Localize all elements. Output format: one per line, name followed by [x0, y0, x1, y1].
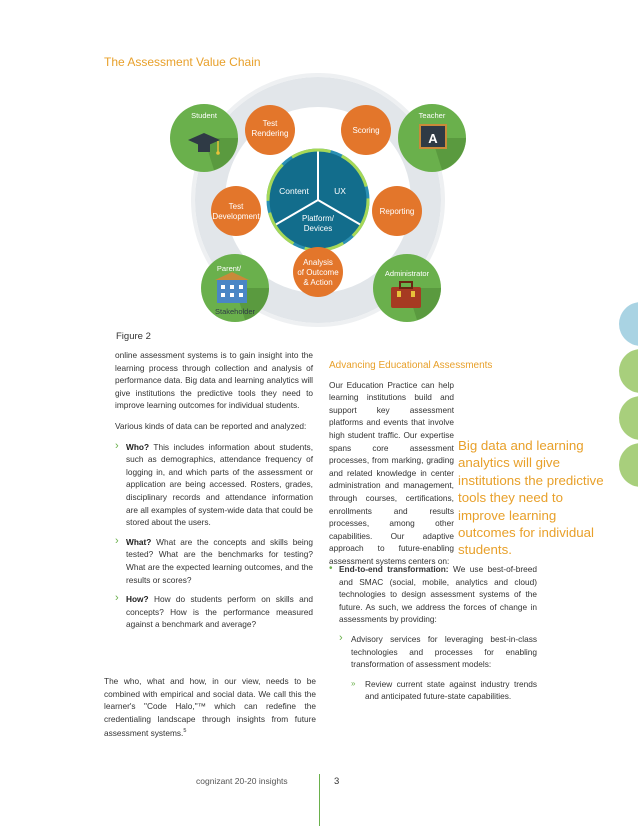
chevron-right-icon: ›: [115, 592, 119, 605]
figure-caption: Figure 2: [116, 331, 151, 342]
core-platform-label-2: Devices: [303, 224, 333, 233]
side-circle-green-3: [619, 443, 638, 487]
bullet-dot-icon: •: [329, 563, 333, 574]
various-paragraph: Various kinds of data can be reported and analyzed:: [115, 420, 307, 431]
sub-sub-bullet-review: [329, 678, 537, 703]
left-column: [115, 349, 313, 638]
double-chevron-icon: »: [351, 678, 356, 688]
bullet-who-text: This includes information about students, such as demographics, attendance frequency of logging in, and which parts of the assessment or application are being accessed. Rosters, grades, disciplinary records and attendance information are all examples of system-wide data that could be stored about the users.: [126, 441, 313, 528]
intro-paragraph: online assessment systems is to gain insight into the learning process through collection and analysis of performance data. Big data and learning analytics will give institutions the predictive tools they need to improve learning outcomes for individual students.: [115, 350, 313, 411]
bullet-who: [115, 441, 313, 529]
test-development-label-1: Test: [228, 202, 244, 211]
stakeholder-label: Stakeholder: [214, 307, 256, 316]
analysis-label-1: Analysis: [303, 258, 333, 267]
sub-bullet-advisory-text: Advisory services for leveraging best-in-class technologies and processes for enabling transformation of assessment models:: [351, 633, 537, 670]
teacher-label: Teacher: [418, 111, 446, 120]
core-circle: [268, 150, 368, 250]
bullet-end-to-end-text: We use best-of-breed and SMAC (social, mobile, analytics and cloud) technologies to design assessment systems of the future. As such, we address the forces of change in assessments by providing:: [339, 564, 538, 625]
analysis-label-2: of Outcome: [297, 268, 339, 277]
sub-sub-bullet-review-text: Review current state against industry trends and anticipated future-state capabilities.: [365, 678, 537, 702]
chevron-right-icon: ›: [115, 534, 119, 547]
core-content-label: Content: [279, 186, 309, 196]
actor-administrator: [373, 254, 441, 322]
step-analysis: [293, 247, 343, 297]
right-lower-column: [329, 563, 537, 703]
parent-label: Parent/: [216, 264, 242, 273]
side-circle-green-2: [619, 396, 638, 440]
section-heading: Advancing Educational Assessments: [329, 360, 493, 371]
core-ux-label: UX: [334, 186, 346, 196]
sub-bullet-advisory: [329, 633, 537, 671]
chevron-right-icon: ›: [339, 631, 343, 644]
bullet-how-question: How?: [126, 594, 149, 605]
test-rendering-label-1: Test: [262, 119, 278, 128]
chevron-right-icon: ›: [115, 439, 119, 452]
page-title: The Assessment Value Chain: [104, 55, 261, 69]
assessment-value-chain-diagram: [0, 0, 638, 340]
closing-text: The who, what and how, in our view, needs to be combined with empirical and social data. We call this the learner's "Code Halo,"™ which can redefine the credentialing landscape through insights from future assessment systems.: [104, 676, 316, 739]
step-test-development: [211, 186, 261, 236]
core-platform-label-1: Platform/: [301, 214, 335, 223]
administrator-label: Administrator: [384, 269, 430, 278]
footnote-mark: 5: [183, 728, 187, 735]
bullet-what-text: What are the concepts and skills being tested? What are the benchmarks for testing? What are the expected learning outcomes, and the results or scores?: [126, 536, 313, 585]
chalkboard-letter: A: [428, 131, 438, 146]
test-rendering-label-2: Rendering: [251, 129, 289, 138]
bullet-what: [115, 536, 313, 586]
page-number: 3: [334, 776, 340, 787]
footer-divider: [319, 774, 320, 826]
reporting-label: Reporting: [379, 207, 415, 216]
footer-text: cognizant 20-20 insights: [196, 776, 288, 786]
side-circle-green-1: [619, 349, 638, 393]
bullet-how: [115, 593, 313, 631]
step-reporting: [372, 186, 422, 236]
bullet-what-question: What?: [126, 536, 152, 547]
scoring-label: Scoring: [352, 126, 380, 135]
chalkboard-icon: [419, 124, 447, 149]
actor-student: [170, 104, 238, 172]
step-scoring: [341, 105, 391, 155]
bullet-end-to-end: [329, 563, 537, 626]
step-test-rendering: [245, 105, 295, 155]
pull-quote: Big data and learning analytics will give institutions the predictive tools they need to improve learning outcomes for individual students.: [458, 438, 604, 558]
bullet-who-question: Who?: [126, 441, 150, 452]
actor-parent-stakeholder: [201, 254, 269, 322]
closing-paragraph: [104, 675, 316, 740]
student-label: Student: [191, 111, 217, 120]
right-paragraph: Our Education Practice can help learning institutions build and support key assessment platforms and events that involve high student traffic. Our expertise spans core assessment processes, from marking, grading and related knowledge in center administration and management, through courses, certifications, enrollments and results processes, among other capabilities. Our adaptive approach to future-enabling assessment systems centers on:: [329, 379, 454, 566]
test-development-label-2: Development: [212, 212, 260, 221]
bullet-end-to-end-bold: End-to-end transformation:: [339, 564, 449, 574]
bullet-how-text: How do students perform on skills and concepts? How is the performance measured against a benchmark and average?: [126, 594, 313, 630]
actor-teacher: [398, 104, 466, 172]
analysis-label-3: & Action: [303, 278, 333, 287]
